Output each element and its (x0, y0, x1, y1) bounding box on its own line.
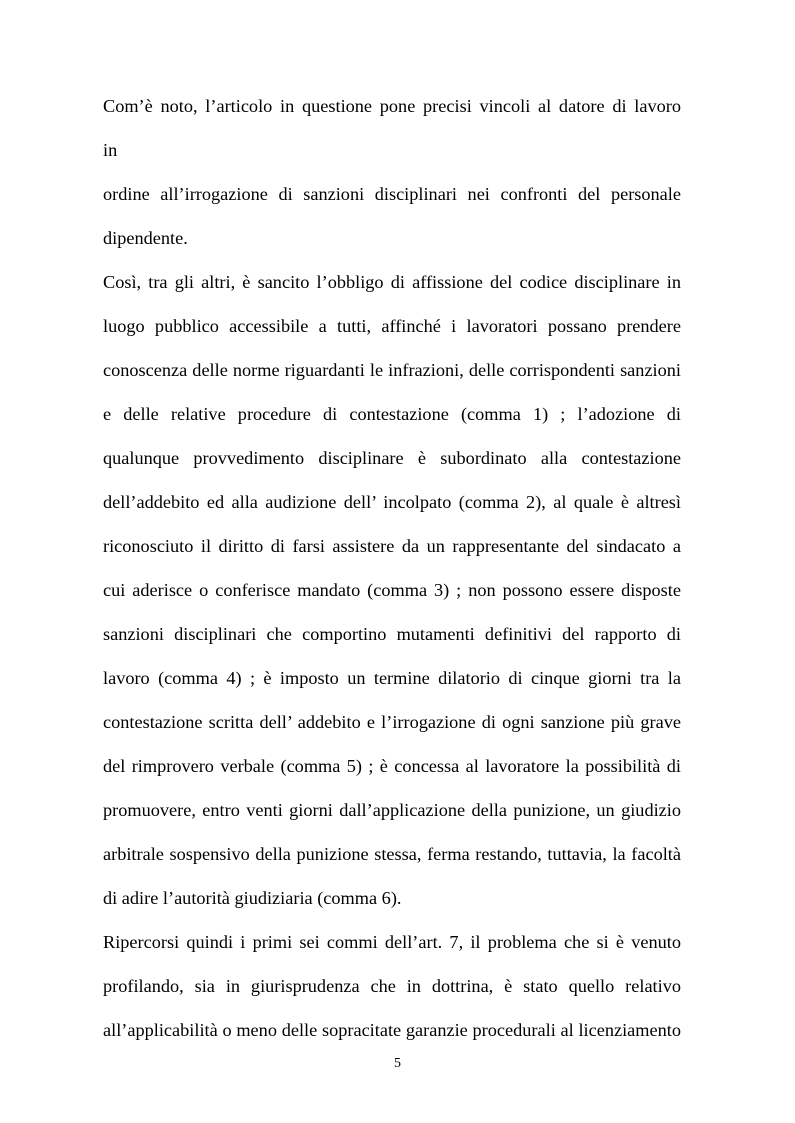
text-line: e delle relative procedure di contestazione (comma 1) ; l’adozione di (103, 404, 681, 424)
text-line: del rimprovero verbale (comma 5) ; è concessa al lavoratore la possibilità di (103, 756, 681, 776)
text-line: riconosciuto il diritto di farsi assistere da un rappresentante del sindacato a (103, 536, 681, 556)
text-line: di adire l’autorità giudiziaria (comma 6). (103, 888, 402, 908)
text-line: profilando, sia in giurisprudenza che in dottrina, è stato quello relativo (103, 976, 681, 996)
text-line: lavoro (comma 4) ; è imposto un termine dilatorio di cinque giorni tra la (103, 668, 681, 688)
text-line: conoscenza delle norme riguardanti le infrazioni, delle corrispondenti sanzioni (103, 360, 681, 380)
text-line: sanzioni disciplinari che comportino mutamenti definitivi del rapporto di (103, 624, 681, 644)
text-line: dipendente. (103, 228, 188, 248)
page-number: 5 (394, 1056, 401, 1071)
text-line: Com’è noto, l’articolo in questione pone precisi vincoli al datore di lavoro (103, 96, 681, 116)
text-line: arbitrale sospensivo della punizione stessa, ferma restando, tuttavia, la facoltà (103, 844, 681, 864)
text-line: dell’addebito ed alla audizione dell’ incolpato (comma 2), al quale è altresì (103, 492, 681, 512)
text-line: contestazione scritta dell’ addebito e l’irrogazione di ogni sanzione più grave (103, 712, 681, 732)
text-line: cui aderisce o conferisce mandato (comma 3) ; non possono essere disposte (103, 580, 681, 600)
text-line: Ripercorsi quindi i primi sei commi dell’art. 7, il problema che si è venuto (103, 932, 681, 952)
text-line: promuovere, entro venti giorni dall’applicazione della punizione, un giudizio (103, 800, 681, 820)
body-text (103, 84, 681, 1052)
text-line: ordine all’irrogazione di sanzioni disciplinari nei confronti del personale (103, 184, 681, 204)
text-line: all’applicabilità o meno delle sopracitate garanzie procedurali al licenziamento (103, 1020, 681, 1040)
text-line: Così, tra gli altri, è sancito l’obbligo di affissione del codice disciplinare in (103, 272, 681, 292)
text-line: in (103, 140, 118, 160)
text-line: qualunque provvedimento disciplinare è subordinato alla contestazione (103, 448, 681, 468)
text-line: luogo pubblico accessibile a tutti, affinché i lavoratori possano prendere (103, 316, 681, 336)
